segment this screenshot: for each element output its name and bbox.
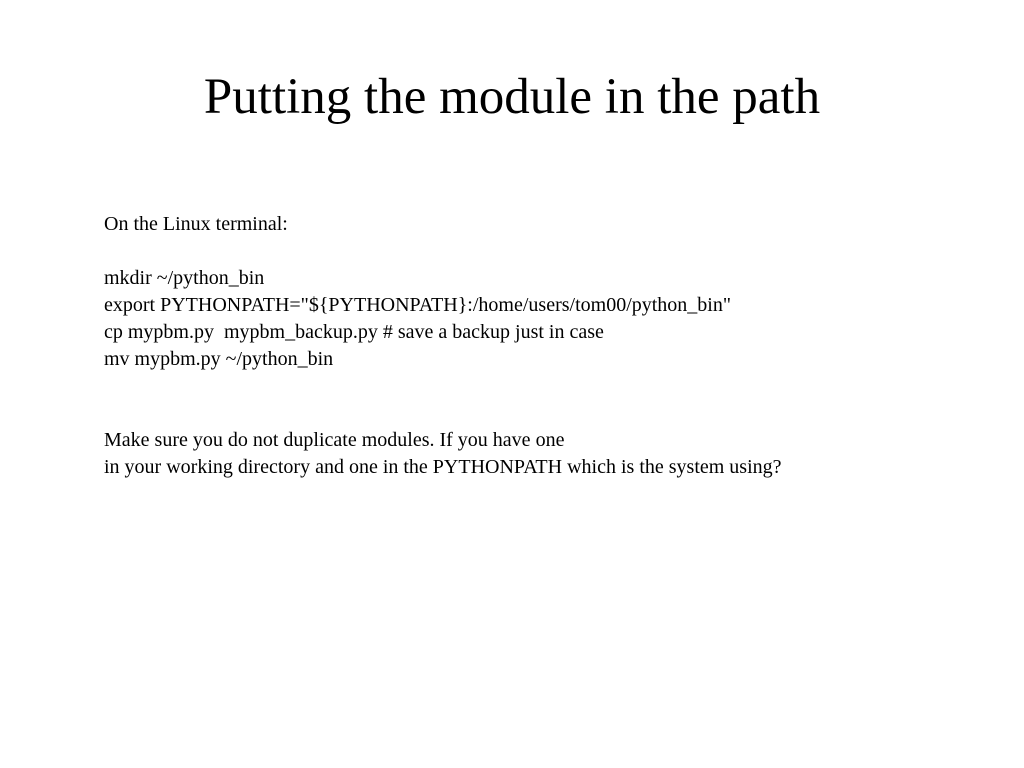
command-block (104, 265, 984, 373)
note-block (104, 427, 984, 481)
note-line: Make sure you do not duplicate modules. If you have one (104, 429, 565, 451)
slide-body (104, 211, 984, 481)
command-line-mv: mv mypbm.py ~/python_bin (104, 348, 334, 370)
slide-title: Putting the module in the path (203, 69, 821, 125)
blank-gap (104, 373, 984, 427)
blank-line (104, 238, 984, 265)
command-line-mkdir: mkdir ~/python_bin (104, 267, 265, 289)
command-line-cp: cp mypbm.py mypbm_backup.py # save a backup just in case (104, 321, 604, 343)
note-line: in your working directory and one in the PYTHONPATH which is the system using? (104, 456, 782, 478)
command-line-export: export PYTHONPATH="${PYTHONPATH}:/home/users/tom00/python_bin" (104, 294, 732, 316)
intro-text: On the Linux terminal: (104, 213, 288, 235)
